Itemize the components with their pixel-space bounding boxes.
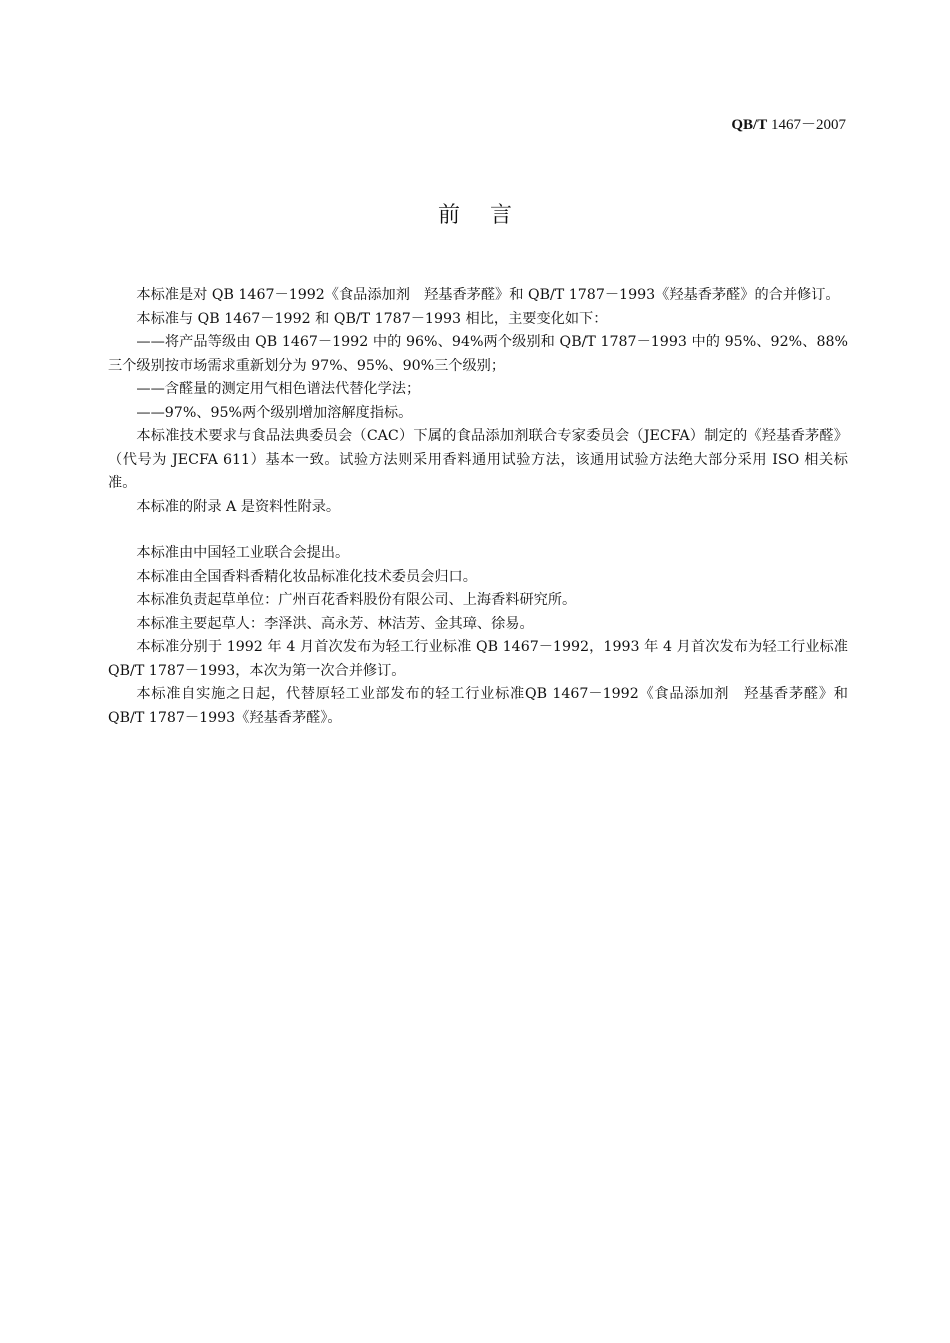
paragraph: 本标准负责起草单位：广州百花香料股份有限公司、上海香料研究所。 xyxy=(136,592,577,608)
standard-code-prefix: QB/T xyxy=(731,117,768,133)
paragraph: 本标准由全国香料香精化妆品标准化技术委员会归口。 xyxy=(136,568,477,585)
paragraph: 本标准分别于 1992 年 4 月首次发布为轻工行业标准 QB 1467－1992，1993 年 4 月首次发布为轻工行业标准 QB/T 1787－1993，本次为第一次合并修订。 xyxy=(108,639,848,679)
paragraph: 本标准是对 QB 1467－1992《食品添加剂 羟基香茅醛》和 QB/T 1787－1993《羟基香茅醛》的合并修订。 xyxy=(136,287,840,303)
change-item: ——97%、95%两个级别增加溶解度指标。 xyxy=(136,404,413,421)
foreword-body xyxy=(108,284,848,730)
standard-code-number: 1467－2007 xyxy=(770,117,846,133)
paragraph: 本标准技术要求与食品法典委员会（CAC）下属的食品添加剂联合专家委员会（JECFA）制定的《羟基香茅醛》（代号为 JECFA 611）基本一致。试验方法则采用香料通用试验方法，该通用试验方法绝大部分采用 ISO 相关标准。 xyxy=(108,428,848,491)
paragraph: 本标准的附录 A 是资料性附录。 xyxy=(136,498,341,515)
page-title: 前言 xyxy=(437,203,542,228)
paragraph: 本标准自实施之日起，代替原轻工业部发布的轻工行业标准QB 1467－1992《食品添加剂 羟基香茅醛》和QB/T 1787－1993《羟基香茅醛》。 xyxy=(108,686,848,726)
change-item: ——含醛量的测定用气相色谱法代替化学法； xyxy=(136,381,421,397)
paragraph: 本标准由中国轻工业联合会提出。 xyxy=(136,545,350,561)
drafting-info xyxy=(108,542,848,730)
paragraph: 本标准与 QB 1467－1992 和 QB/T 1787－1993 相比，主要变化如下： xyxy=(136,310,608,327)
change-item: ——将产品等级由 QB 1467－1992 中的 96%、94%两个级别和 QB/T 1787－1993 中的 95%、92%、88%三个级别按市场需求重新划分为 97%、95%、90%三个级别； xyxy=(108,334,848,374)
paragraph: 本标准主要起草人：李泽洪、高永芳、林洁芳、金其璋、徐易。 xyxy=(136,615,534,632)
standard-code xyxy=(731,113,846,134)
section-gap xyxy=(108,519,848,542)
